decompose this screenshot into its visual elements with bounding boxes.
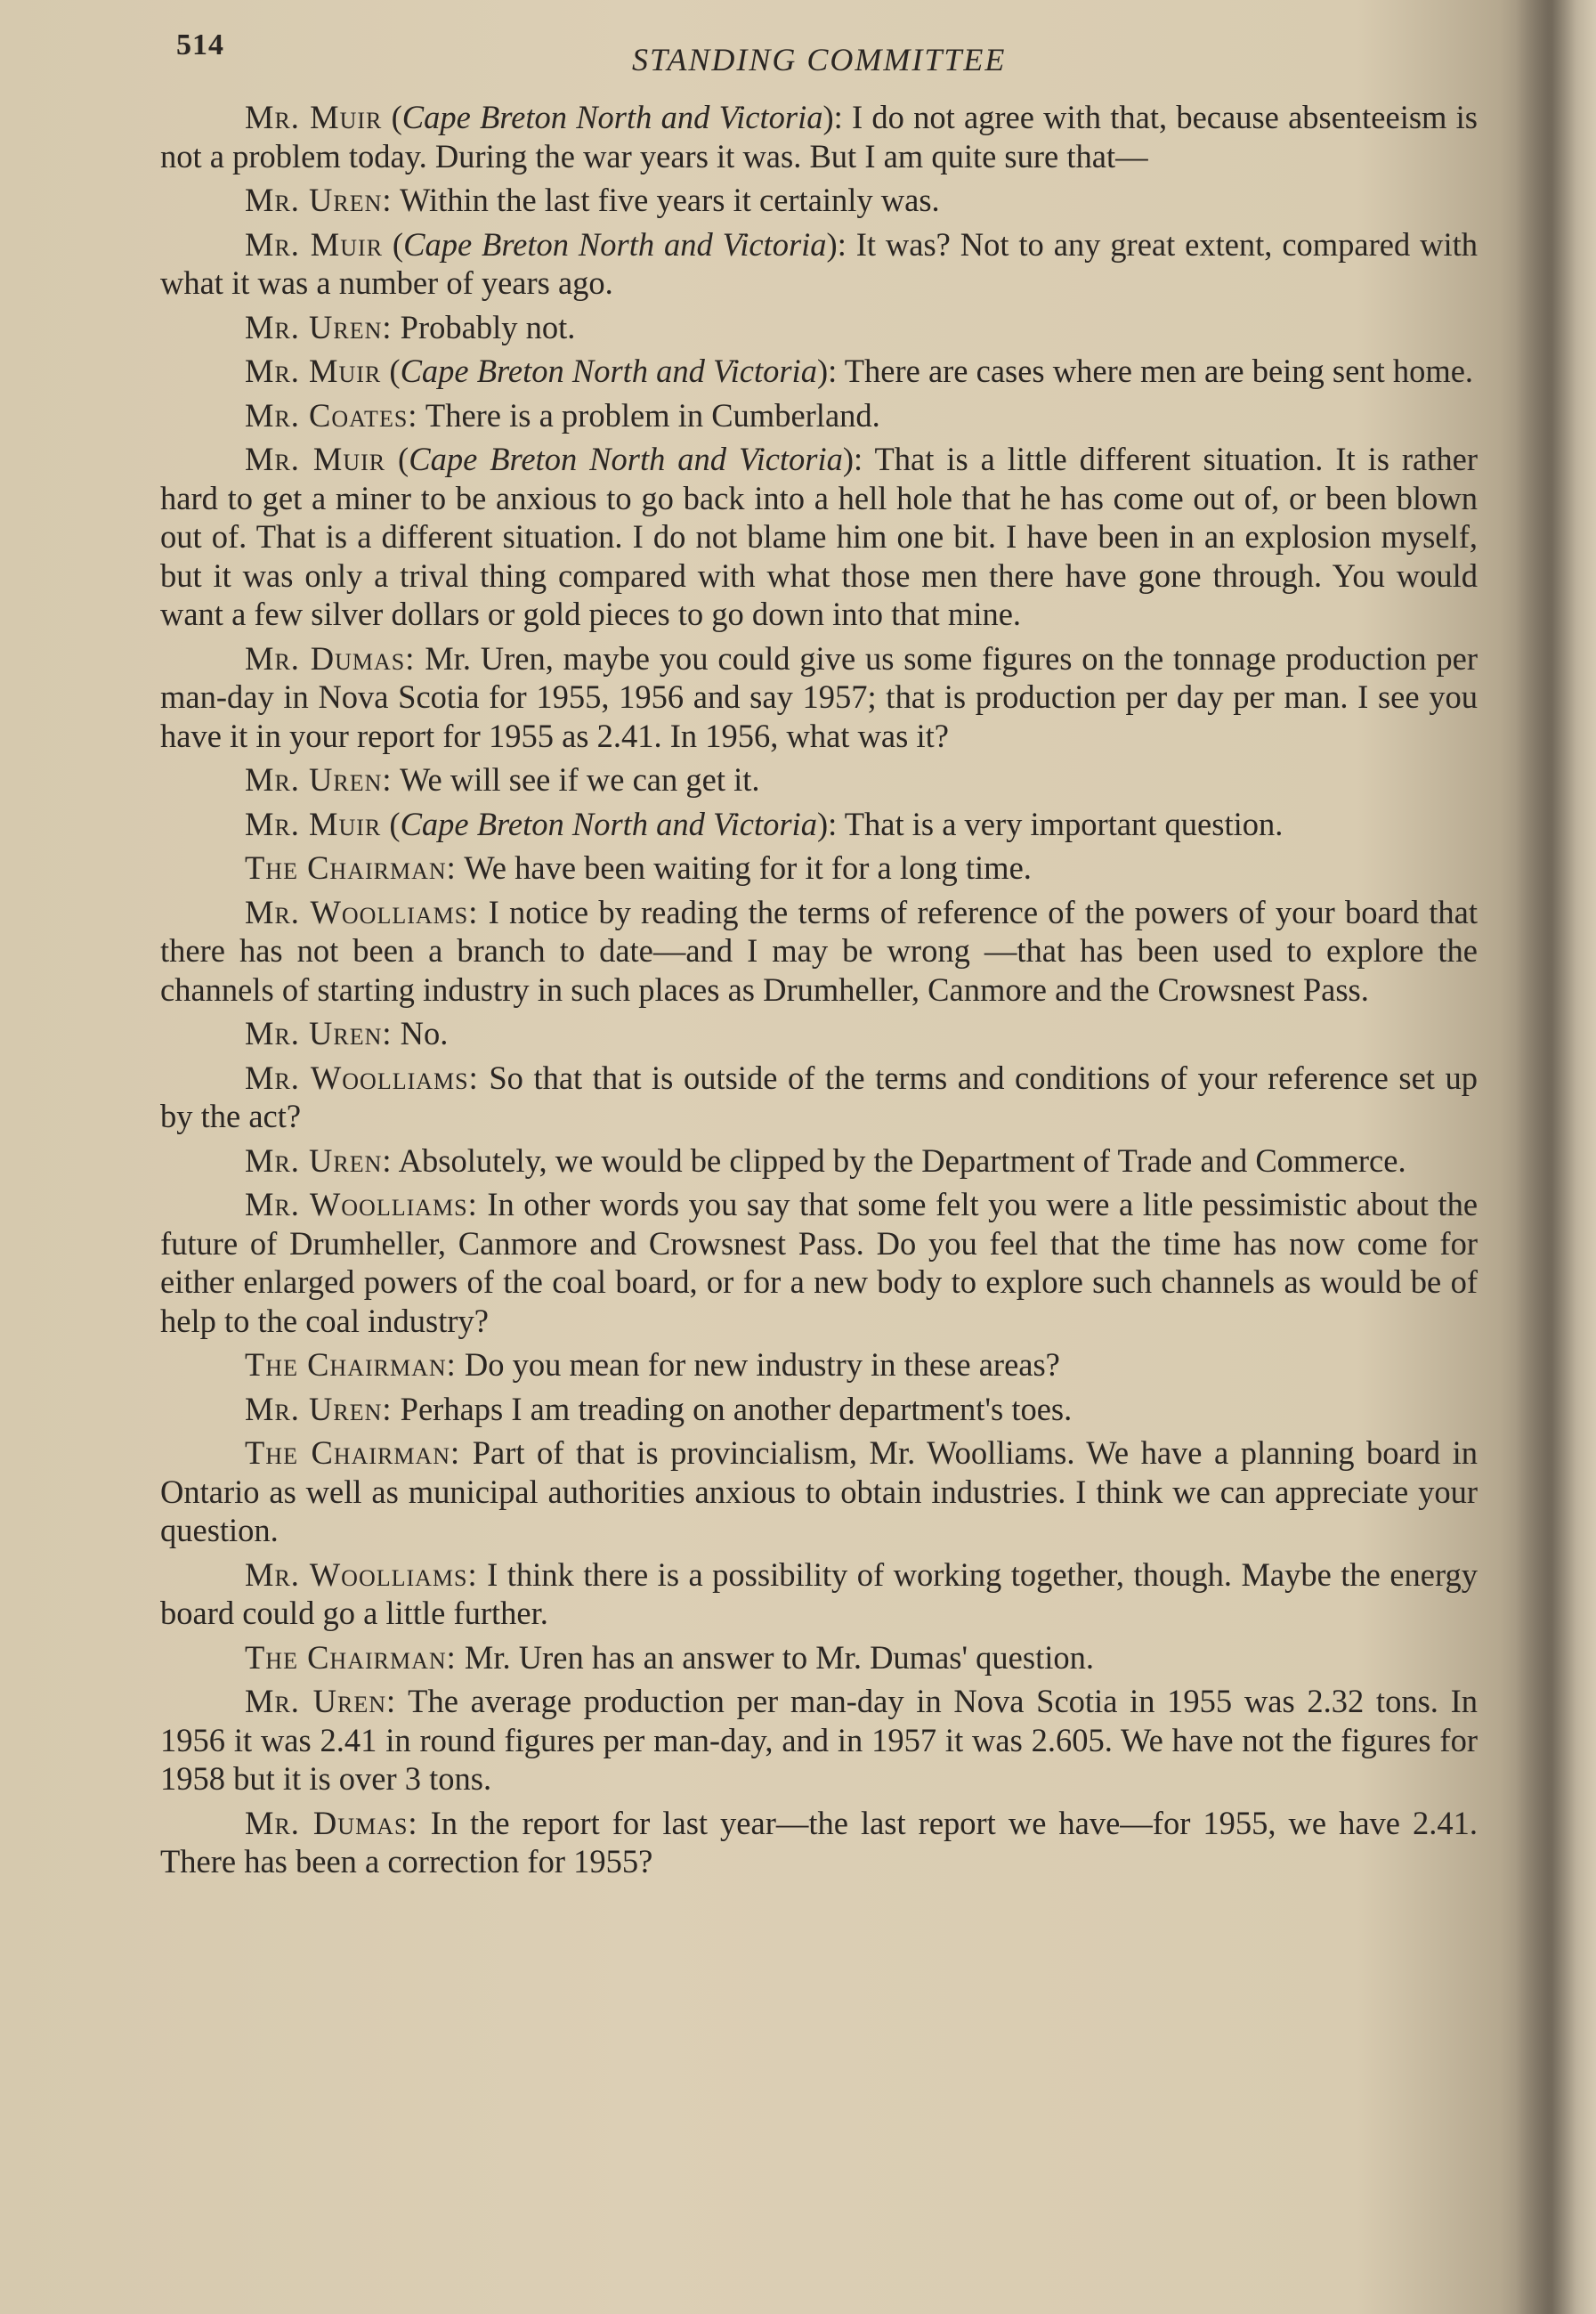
speaker-name: Mr. Muir (245, 353, 382, 389)
speech-text: So that that is outside of the terms and conditions of your reference set up by the act? (160, 1059, 1479, 1134)
page-number: 514 (176, 28, 224, 61)
transcript-paragraph (160, 639, 1478, 756)
speaker-name: Mr. Uren: (245, 1015, 393, 1051)
speech-text: I notice by reading the terms of reference of the powers of your board that there has not been a branch to date—and I may be wrong —that has been used to explore the channels of starting industry in such places as Drumheller, Canmore and the Crowsnest Pass. (160, 893, 1479, 1008)
speaker-name: Mr. Uren: (245, 308, 393, 345)
running-head: STANDING COMMITTEE (632, 42, 1007, 77)
speech-text: We have been waiting for it for a long time. (464, 849, 1032, 886)
speaker-name: Mr. Dumas: (245, 1804, 418, 1841)
transcript-paragraph (160, 848, 1478, 888)
speech-text: In the report for last year—the last report we have—for 1955, we have 2.41. There has been a correction for 1955? (160, 1804, 1479, 1880)
speaker-name: The Chairman: (245, 1434, 461, 1471)
speaker-riding: Cape Breton North and Victoria (409, 441, 843, 477)
speech-text: No. (400, 1015, 449, 1051)
transcript-paragraph (160, 1390, 1478, 1429)
transcript-paragraph (160, 1141, 1478, 1181)
speaker-name: Mr. Muir (245, 225, 384, 263)
speech-text: Within the last five years it certainly was. (400, 182, 940, 218)
speaker-name: Mr. Woolliams: (245, 1059, 479, 1096)
transcript-paragraph (160, 1059, 1478, 1136)
speaker-riding: Cape Breton North and Victoria (400, 805, 817, 842)
speaker-name: Mr. Uren: (245, 1390, 393, 1427)
speaker-riding: Cape Breton North and Victoria (403, 225, 827, 263)
speaker-name: Mr. Woolliams: (245, 1186, 478, 1222)
speaker-name: Mr. Muir (245, 805, 382, 842)
speaker-name: Mr. Woolliams: (245, 1555, 478, 1593)
speech-text: We will see if we can get it. (400, 761, 760, 798)
transcript-paragraph: Mr. Muir (Cape Breton North and Victoria): That is a little different situation. It is rather hard to get a miner to be anxious to go back into a hell hole that he has come out of, or been blown out of. That is a different situation. I do not blame him one bit. I have been in an explosion myself, but it was only a trival thing compared with what those men there have gone through. You would want a few silver dollars or gold pieces to go down into that mine. (160, 441, 1479, 632)
speech-text: That is a little different situation. It is rather hard to get a miner to be anxious to go back into a hell hole that he has come out of, or been blown out of. That is a different situation. I do not blame him one bit. I have been in an explosion myself, but it was only a trival thing compared with what those men there have gone through. You would want a few silver dollars or gold pieces to go down into that mine. (160, 441, 1479, 632)
transcript-paragraph: Mr. Muir (Cape Breton North and Victoria): It was? Not to any great extent, compared with what it was a number of years ago. (160, 225, 1478, 301)
speaker-name: Mr. Uren: (245, 182, 393, 218)
speaker-name: Mr. Uren: (245, 1683, 397, 1719)
speech-text: That is a very important question. (844, 805, 1284, 842)
transcript-paragraph (160, 181, 1478, 220)
transcript-paragraph: Mr. Muir (Cape Breton North and Victoria): That is a very important question. (245, 805, 1284, 842)
transcript-paragraph (160, 1185, 1478, 1340)
transcript-paragraph (160, 1555, 1478, 1633)
speech-text: The average production per man-day in Nova Scotia in 1955 was 2.32 tons. In 1956 it was 2.41 in round figures per man-day, and in 1957 it was 2.605. We have not the figures for 1958 but it is over 3 tons. (160, 1683, 1479, 1797)
transcript-paragraph (160, 1682, 1478, 1798)
speaker-name: Mr. Coates: (245, 396, 418, 434)
speaker-name: Mr. Muir (245, 99, 383, 135)
speech-text: Absolutely, we would be clipped by the Department of Trade and Commerce. (398, 1141, 1406, 1179)
speaker-name: Mr. Muir (245, 441, 386, 477)
transcript-paragraph (160, 396, 1478, 435)
transcript-paragraph (160, 1638, 1478, 1677)
transcript-body (160, 98, 1478, 1887)
transcript-paragraph (160, 1433, 1478, 1550)
transcript-paragraph (160, 760, 1478, 800)
speaker-name: The Chairman: (245, 1346, 457, 1383)
speaker-name: Mr. Dumas: (245, 639, 416, 677)
speaker-name: Mr. Woolliams: (245, 893, 479, 930)
speaker-name: Mr. Uren: (245, 761, 393, 798)
speech-text: It was? Not to any great extent, compared with what it was a number of years ago. (160, 225, 1478, 301)
book-spine-shadow (1516, 0, 1596, 2314)
transcript-paragraph (160, 1014, 1478, 1053)
speech-text: I do not agree with that, because absenteeism is not a problem today. During the war years it was. But I am quite sure that— (160, 99, 1479, 175)
page-header (169, 25, 1504, 78)
transcript-paragraph (160, 893, 1478, 1010)
speaker-riding: Cape Breton North and Victoria (401, 99, 823, 135)
speaker-name: The Chairman: (245, 1638, 457, 1676)
speaker-name: The Chairman: (245, 849, 457, 886)
transcript-paragraph (160, 1804, 1478, 1881)
transcript-paragraph (160, 1345, 1478, 1384)
speech-text: Mr. Uren has an answer to Mr. Dumas' question. (464, 1638, 1094, 1676)
speech-text: There is a problem in Cumberland. (425, 396, 880, 434)
transcript-paragraph (160, 308, 1478, 347)
speech-text: Perhaps I am treading on another department's toes. (400, 1390, 1073, 1427)
speech-text: Mr. Uren, maybe you could give us some figures on the tonnage production per man-day in Nova Scotia for 1955, 1956 and say 1957; that is production per day per man. I see you have it in your report for 1955 as 2.41. In 1956, what was it? (160, 639, 1478, 754)
speech-text: In other words you say that some felt you were a litle pessimistic about the future of Drumheller, Canmore and Crowsnest Pass. Do you feel that the time has now come for either enlarged powers of the coal board, or for a new body to explore such channels as would be of help to the coal industry? (160, 1186, 1479, 1339)
speaker-name: Mr. Uren: (245, 1141, 393, 1179)
speaker-riding: Cape Breton North and Victoria (400, 353, 817, 389)
transcript-paragraph: Mr. Muir (Cape Breton North and Victoria): I do not agree with that, because absenteeism is not a problem today. During the war years it was. But I am quite sure that— (160, 99, 1479, 175)
transcript-paragraph: Mr. Muir (Cape Breton North and Victoria): There are cases where men are being sent home. (245, 353, 1474, 389)
speech-text: Part of that is provincialism, Mr. Woolliams. We have a planning board in Ontario as well as municipal authorities anxious to obtain industries. I think we can appreciate your question. (160, 1434, 1479, 1548)
speech-text: There are cases where men are being sent home. (844, 353, 1474, 389)
speech-text: Probably not. (400, 308, 576, 345)
speech-text: I think there is a possibility of working together, though. Maybe the energy board could go a little further. (160, 1555, 1479, 1631)
speech-text: Do you mean for new industry in these areas? (464, 1346, 1060, 1383)
